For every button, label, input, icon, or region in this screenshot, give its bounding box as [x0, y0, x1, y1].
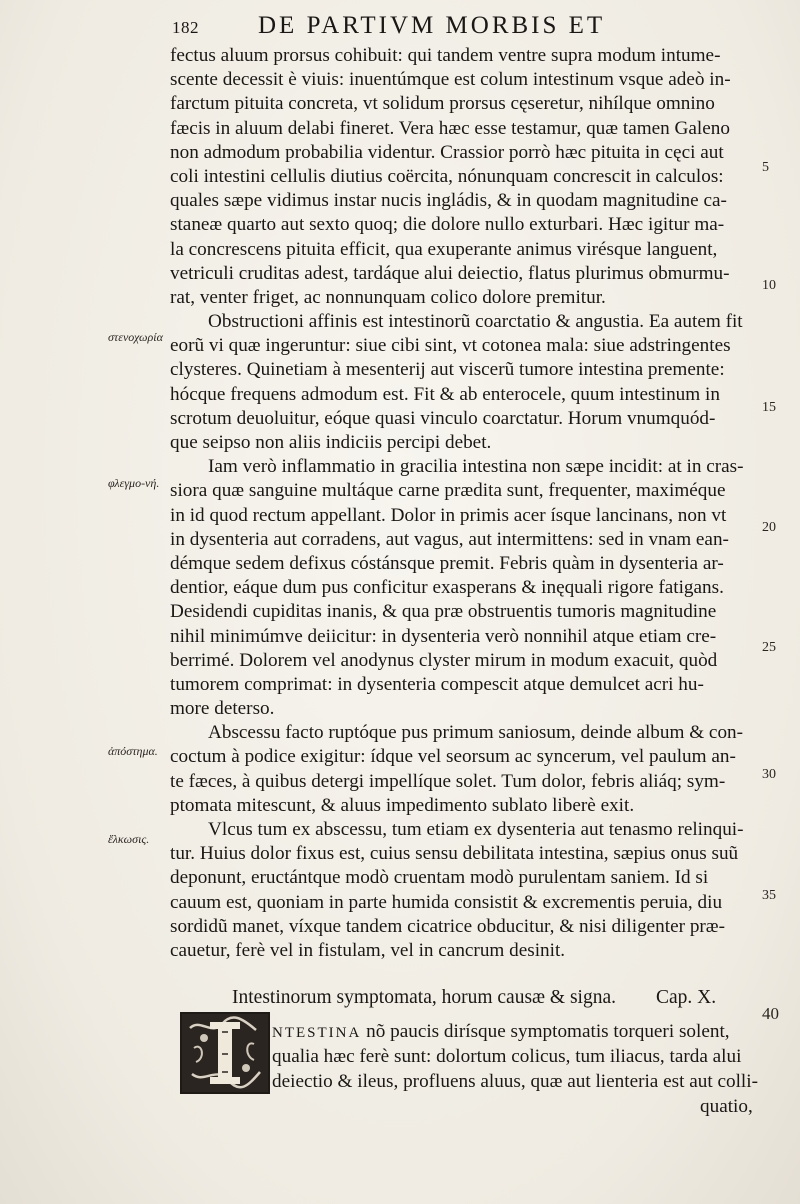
text-line: nihil minimúmve deiicitur: in dysenteria verò nonnihil atque etiam cre-: [170, 625, 717, 647]
line-number: 5: [762, 160, 769, 175]
text-line: more deterso.: [170, 698, 275, 720]
text-line: scrotum deuoluitur, eóque quasi vinculo coarctatur. Horum vnumquód-: [170, 407, 716, 429]
text-line: Obstructioni affinis est intestinorũ coarctatio & angustia. Ea autem fit: [208, 311, 743, 333]
text-line: non admodum probabilia videntur. Crassior porrò hæc pituita in cęci aut: [170, 141, 724, 163]
small-caps-opening: NTESTINA: [272, 1025, 362, 1041]
text-line: farctum pituita concreta, vt solidum prorsus cęseretur, nihílque omnino: [170, 93, 715, 115]
text-line: que seipso non aliis indiciis percipi debet.: [170, 432, 492, 453]
chapter-line-1: [272, 1020, 730, 1045]
text-line: Desidendi cupiditas inanis, & qua præ obstruentis tumoris magnitudine: [170, 601, 717, 623]
text-line: eorũ vi quæ ingeruntur: siue cibi sint, vt cotonea mala: siue adstringentes: [170, 335, 731, 357]
chapter-title: Intestinorum symptomata, horum causæ & signa.: [232, 987, 616, 1008]
text-line: dentior, eáque dum pus conficitur exasperans & inęquali rigore fatigans.: [170, 577, 724, 599]
chapter-text: nõ paucis dirísque symptomatis torqueri solent,: [361, 1021, 730, 1042]
running-head: DE PARTIVM MORBIS ET: [258, 12, 606, 39]
page-number: 182: [172, 18, 199, 37]
line-number: 25: [762, 640, 776, 655]
line-number: 20: [762, 520, 776, 535]
text-line: coli intestini cellulis diutius coërcita, nónunquam concrescit in calculos:: [170, 165, 724, 187]
line-number: 30: [762, 767, 776, 782]
chapter-line-2: qualia hæc ferè sunt: dolortum colicus, tum iliacus, tarda alui: [272, 1046, 742, 1067]
chapter-line-4: quatio,: [700, 1096, 753, 1117]
text-line: clysteres. Quinetiam à mesenterij aut viscerũ tumore intestina premente:: [170, 359, 725, 381]
text-line: in dysenteria aut corradens, aut vagus, aut intermittens: sed in vnam ean-: [170, 528, 729, 550]
text-line: la concrescens pituita efficit, qua exuperante animus virésque languent,: [170, 238, 718, 260]
margin-note: φλεγμο-νή.: [108, 476, 160, 490]
text-line: Iam verò inflammatio in gracilia intestina non sæpe incidit: at in cras-: [208, 456, 744, 478]
text-line: fæcis in aluum delabi fineret. Vera hæc esse testamur, quæ tamen Galeno: [170, 117, 730, 139]
ornament-icon: [182, 1014, 268, 1092]
text-line: Vlcus tum ex abscessu, tum etiam ex dysenteria aut tenasmo relinqui-: [208, 819, 744, 840]
chapter-line-3: deiectio & ileus, profluens aluus, quæ aut lienteria est aut colli-: [272, 1071, 758, 1092]
text-line: Abscessu facto ruptóque pus primum saniosum, deinde album & con-: [208, 722, 744, 744]
page-header: [172, 10, 762, 46]
text-line: fectus aluum prorsus cohibuit: qui tandem ventre supra modum intume-: [170, 45, 721, 66]
line-number: 10: [762, 278, 776, 293]
text-line: cauetur, ferè vel in fistulam, vel in cancrum desinit.: [170, 939, 566, 961]
text-line: vetriculi cruditas adest, tardáque alui deiectio, flatus plurimus obmurmu-: [170, 262, 730, 284]
margin-note: ἕλκωσις.: [108, 832, 150, 846]
text-line: te fæces, à quibus detergi impellíque solet. Tum dolor, febris aliáq; sym-: [170, 770, 726, 792]
decorated-initial-i: [180, 1012, 270, 1094]
text-line: berrimé. Dolorem vel anodynus clyster mirum in modum exacuit, quòd: [170, 649, 718, 671]
text-line: siora quæ sanguine multáque carne prædita sunt, frequenter, maximéque: [170, 480, 726, 502]
text-line: cauum est, quoniam in parte humida consistit & excrementis peruia, diu: [170, 891, 723, 913]
text-line: quales sæpe vidimus instar nucis ingládis, & in quodam magnitudine ca-: [170, 190, 727, 212]
text-line: hócque frequens admodum est. Fit & ab enterocele, quum intestinum in: [170, 383, 720, 405]
line-number: 15: [762, 400, 776, 415]
chapter-label: Cap. X.: [656, 987, 717, 1008]
text-line: coctum à podice exigitur: ídque vel seorsum ac syncerum, vel paulum an-: [170, 746, 736, 768]
margin-note: ἀπόστημα.: [108, 744, 158, 758]
body-text: [170, 44, 776, 963]
text-line: in id quod rectum appellant. Dolor in primis acer ísque lancinans, non vt: [170, 504, 727, 526]
text-line: tur. Huius dolor fixus est, cuius sensu debilitata intestina, sæpius onus suũ: [170, 843, 739, 865]
text-line: rat, venter friget, ac nonnunquam colico dolore premitur.: [170, 286, 606, 308]
line-number: 40: [762, 1004, 779, 1023]
margin-note: στενοχωρία: [108, 330, 163, 344]
text-line: ptomata mitescunt, & aluus impedimento sublato liberè exit.: [170, 794, 635, 816]
text-line: deponunt, eructántque modò cruentam modò purulentam saniem. Id si: [170, 867, 709, 889]
text-line: staneæ quarto aut sexto quoq; die dolore nullo exturbari. Hæc igitur ma-: [170, 214, 725, 236]
text-line: sordidũ manet, víxque tandem cicatrice obducitur, & nisi diligenter præ-: [170, 915, 725, 937]
line-number: 35: [762, 888, 776, 903]
text-line: scente decessit è viuis: inuentúmque est colum intestinum vsque adeò in-: [170, 69, 731, 91]
text-line: démque sedem defixus cóstánsque premit. Febris quàm in dysenteria ar-: [170, 552, 724, 574]
text-line: tumorem comprimat: in dysenteria compescit atque demulcet acri hu-: [170, 673, 704, 695]
